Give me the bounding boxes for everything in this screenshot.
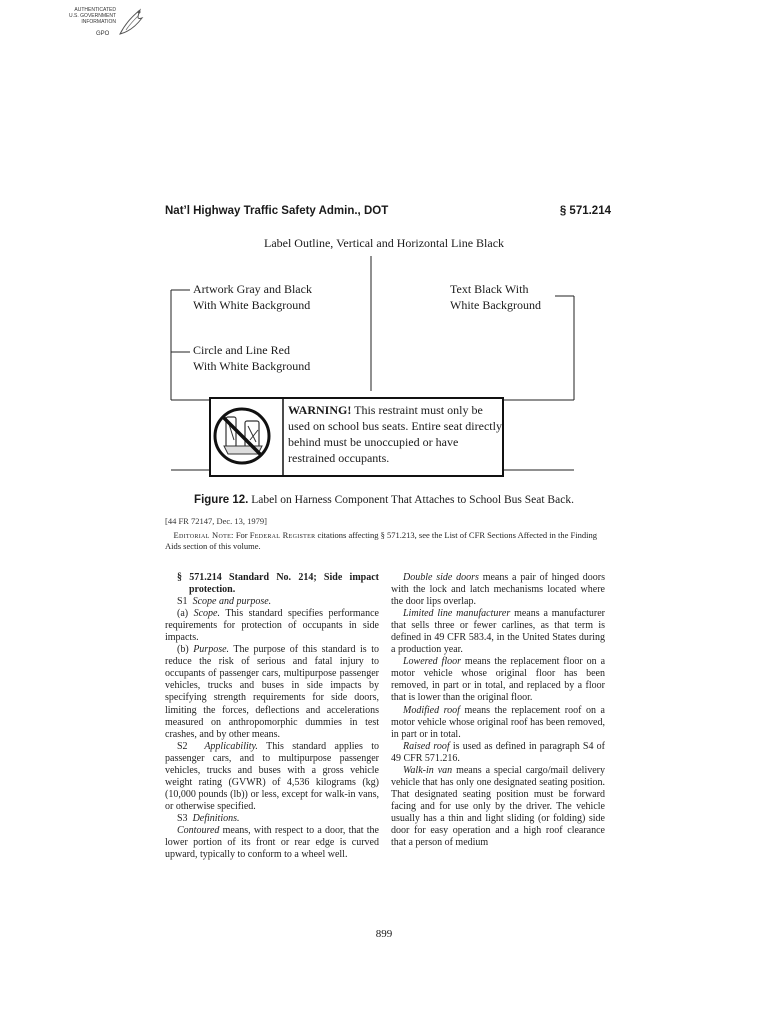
editorial-note-text: For [233,530,250,540]
paragraph-text: is used as defined in paragraph S4 of 49 CFR 571.216. [391,740,605,764]
paragraph-s3 [165,813,379,825]
paragraph-term: Purpose. [193,644,230,656]
paragraph-number: S2 [177,740,188,752]
seal-line: INFORMATION [81,19,116,25]
paragraph-limited-line-manufacturer [391,608,605,656]
circle-label-line: With White Background [193,359,311,373]
text-label-line: Text Black With [450,282,529,296]
figure-caption [0,494,768,506]
paragraph-double-side-doors [391,572,605,608]
paragraph-lowered-floor [391,656,605,704]
paragraph-text: means, with respect to a door, that the lower portion of its front or rear edge is curved upward, typically to conform to a wheel well. [165,824,379,861]
artwork-label-line: With White Background [193,298,311,312]
editorial-note-text: citations affecting § 571.213, see the List of CFR Sections Affected in the Finding Aids section of this volume. [165,530,597,551]
paragraph-modified-roof [391,705,605,741]
paragraph-number: (a) [177,608,194,620]
right-text-column [391,572,605,849]
figure-outline-label: Label Outline, Vertical and Horizontal Line Black [263,236,505,250]
federal-register-ref: Federal Register [249,530,316,540]
paragraph-term: Scope. [193,608,220,620]
running-header-agency: Nat’l Highway Traffic Safety Admin., DOT [165,205,389,217]
text-color-label [450,281,541,313]
paragraph-purpose [165,644,379,740]
paragraph-scope [165,608,379,644]
paragraph-s1 [165,596,379,608]
paragraph-text: means a manufacturer that sells three or fewer carlines, as that term is defined in 49 CFR 583.4, in the United States during a production year. [391,608,605,656]
paragraph-number: (b) [177,644,194,656]
warning-body: This restraint must only be used on school bus seats. Entire seat directly behind must be unoccupied or have restrained occupants. [288,403,502,465]
paragraph-number: S3 [177,812,188,824]
section-heading: § 571.214 Standard No. 214; Side impact protection. [177,572,379,596]
seal-line: U.S. GOVERNMENT [69,13,116,19]
paragraph-term: Definitions. [192,812,240,824]
seal-line: AUTHENTICATED [74,7,116,13]
page-number: 899 [375,928,393,940]
running-header-section: § 571.214 [559,205,611,217]
citation: [44 FR 72147, Dec. 13, 1979] [165,516,267,526]
paragraph-s2 [165,741,379,813]
paragraph-term: Contoured [177,824,220,836]
paragraph-term: Modified roof [403,704,460,716]
warning-text [288,402,503,466]
paragraph-text: means a pair of hinged doors with the lock and latch mechanisms located where the door lips overlap. [391,572,605,608]
warning-heading: WARNING! [288,403,352,417]
circle-label-line: Circle and Line Red [193,343,290,357]
artwork-label-line: Artwork Gray and Black [193,282,312,296]
text-label-line: White Background [450,298,541,312]
seal-gpo: GPO [96,31,110,37]
paragraph-text: This standard specifies performance requirements for protection of occupants in side impacts. [165,608,379,644]
paragraph-text: The purpose of this standard is to reduce the risk of serious and fatal injury to occupants of passenger cars, multipurpose passenger vehicles, trucks and buses in side impacts by specifying strength requirements for side doors, limiting the forces, deflections and accelerations measured on anthropomorphic dummies in test crashes, and by other means. [165,644,379,740]
figure-number: Figure 12. [194,494,249,506]
paragraph-number: S1 [177,596,188,608]
paragraph-term: Walk-in van [403,764,453,776]
figure-caption-text: Label on Harness Component That Attaches to School Bus Seat Back. [248,494,574,506]
left-text-column [165,572,379,861]
paragraph-text: means the replacement floor on a motor vehicle whose original floor has been removed, in part or in total, and replaced by a floor that is lower than the original floor. [391,656,606,704]
editorial-note [165,530,610,552]
paragraph-walk-in-van [391,765,605,849]
paragraph-term: Lowered floor [403,656,461,668]
paragraph-text: means the replacement roof on a motor vehicle whose original roof has been removed, in part or in total. [391,704,605,740]
paragraph-term: Scope and purpose. [192,596,272,608]
artwork-label [193,281,312,313]
paragraph-text: This standard applies to passenger cars, and to multipurpose passenger vehicles, trucks and buses with a gross vehicle weight rating (GVWR) of 4,536 kilograms (kg) (10,000 pounds (lb)) or less, except for walk-in vans, or otherwise specified. [165,740,379,812]
paragraph-term: Limited line manufacturer [403,608,511,620]
circle-label [193,342,310,374]
editorial-note-lead: Editorial Note: [173,530,234,540]
paragraph-text: means a special cargo/mail delivery vehicle that has only one designated seating position. That designated seating position must be forward facing and for use only by the driver. The vehicle usually has a thin and light sliding (or folding) side door for easy operation and a high roof clearance that a person of medium [391,764,605,849]
paragraph-term: Raised roof [403,740,450,752]
paragraph-contoured [165,825,379,861]
no-child-restraint-icon [215,409,269,463]
paragraph-raised-roof [391,741,605,765]
paragraph-term: Double side doors [403,572,479,583]
paragraph-term: Applicability. [204,740,258,752]
